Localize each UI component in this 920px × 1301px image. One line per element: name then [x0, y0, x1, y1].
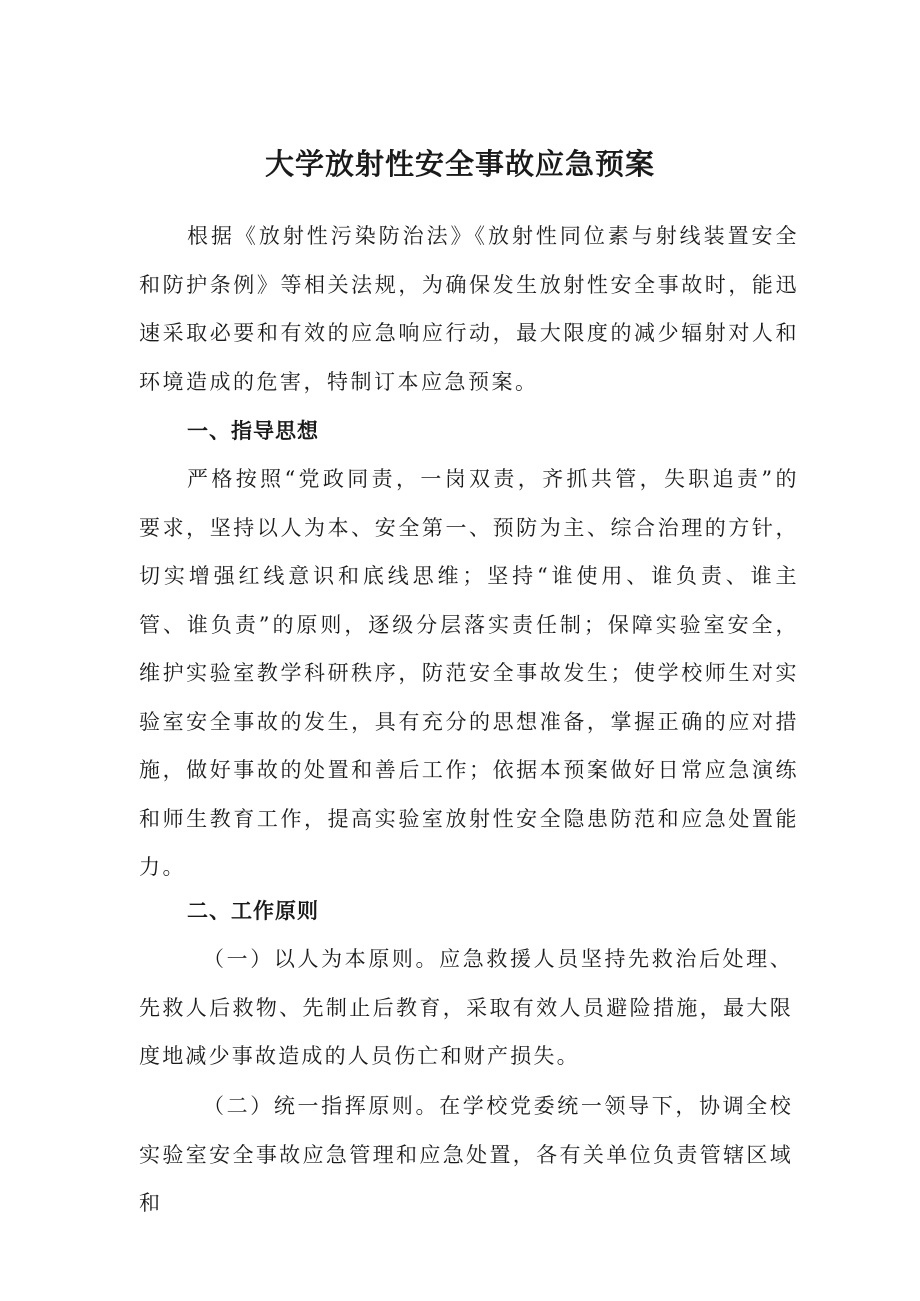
guiding-ideology-paragraph: 严格按照“党政同责，一岗双责，齐抓共管，失职追责”的要求，坚持以人为本、安全第一、预防为主、综合治理的方针，切实增强红线意识和底线思维；坚持“谁使用、谁负责、谁主管、谁负责”的原则，逐级分层落实责任制；保障实验室安全，维护实验室教学科研秩序，防范安全事故发生；使学校师生对实验室安全事故的发生，具有充分的思想准备，掌握正确的应对措施，做好事故的处置和善后工作；依据本预案做好日常应急演练和师生教育工作，提高实验室放射性安全隐患防范和应急处置能力。 [139, 467, 799, 879]
principle-item: （一）以人为本原则。应急救援人员坚持先救治后处理、先救人后救物、先制止后教育，采取有效人员避险措施，最大限度地减少事故造成的人员伤亡和财产损失。 [139, 947, 793, 1068]
intro-paragraph: 根据《放射性污染防治法》《放射性同位素与射线装置安全和防护条例》等相关法规，为确保发生放射性安全事故时，能迅速采取必要和有效的应急响应行动，最大限度的减少辐射对人和环境造成的危害，特制订本应急预案。 [139, 224, 799, 394]
principle-item: （二）统一指挥原则。在学校党委统一领导下，协调全校实验室安全事故应急管理和应急处置，各有关单位负责管辖区域和 [139, 1094, 793, 1215]
section-heading-guiding-ideology: 一、指导思想 [187, 419, 319, 443]
section-heading-work-principles: 二、工作原则 [187, 899, 319, 923]
document-title: 大学放射性安全事故应急预案 [264, 147, 655, 181]
